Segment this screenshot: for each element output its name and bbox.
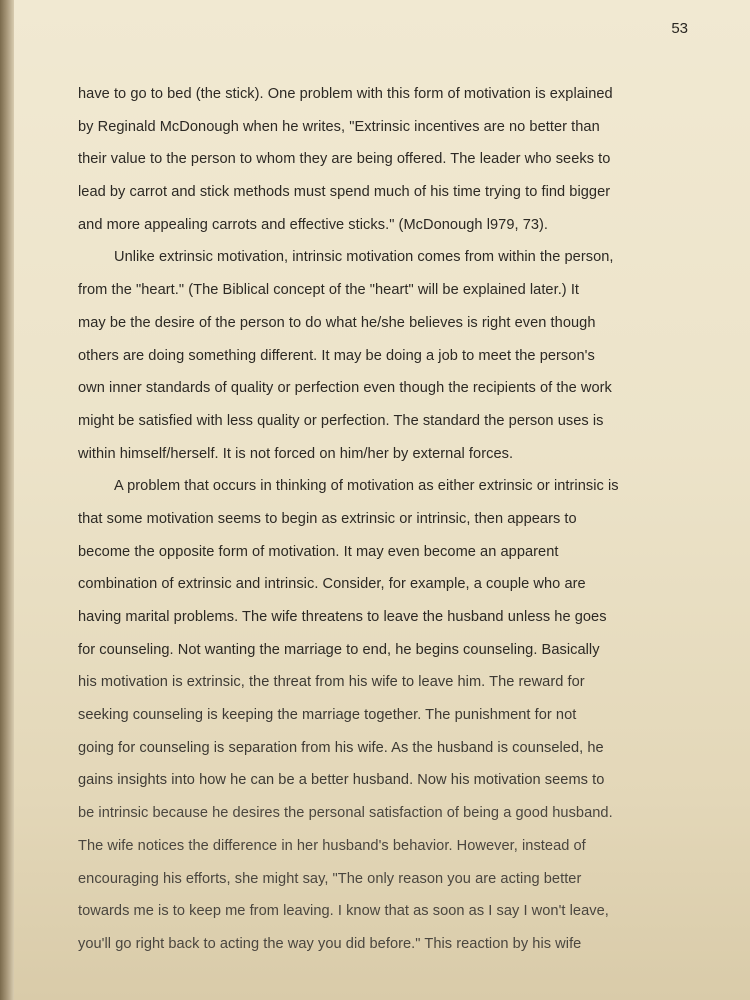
text-line: become the opposite form of motivation. It may even become an apparent (78, 543, 559, 560)
text-line: lead by carrot and stick methods must spend much of his time trying to find bigger (78, 184, 611, 201)
text-line: seeking counseling is keeping the marriage together. The punishment for not (78, 707, 577, 724)
text-line: combination of extrinsic and intrinsic. Consider, for example, a couple who are (78, 576, 586, 593)
text-line: by Reginald McDonough when he writes, "Extrinsic incentives are no better than (78, 118, 600, 135)
text-line: others are doing something different. It may be doing a job to meet the person's (78, 347, 595, 364)
paragraph-start-line: Unlike extrinsic motivation, intrinsic motivation comes from within the person, (114, 249, 614, 266)
text-line: encouraging his efforts, she might say, "The only reason you are acting better (78, 870, 582, 887)
book-binding-edge (0, 0, 14, 1000)
text-line: you'll go right back to acting the way you did before." This reaction by his wife (78, 935, 582, 952)
text-line: have to go to bed (the stick). One problem with this form of motivation is explained (78, 86, 613, 102)
text-line: their value to the person to whom they are being offered. The leader who seeks to (78, 151, 611, 168)
text-line: having marital problems. The wife threatens to leave the husband unless he goes (78, 609, 607, 625)
text-line: may be the desire of the person to do what he/she believes is right even though (78, 314, 596, 331)
text-line: be intrinsic because he desires the personal satisfaction of being a good husband. (78, 805, 613, 822)
text-line: might be satisfied with less quality or perfection. The standard the person uses is (78, 412, 604, 429)
text-line: going for counseling is separation from his wife. As the husband is counseled, he (78, 739, 604, 756)
text-line: own inner standards of quality or perfection even though the recipients of the work (78, 380, 612, 397)
text-line: towards me is to keep me from leaving. I know that as soon as I say I won't leave, (78, 903, 609, 920)
body-text (78, 78, 690, 961)
text-line: for counseling. Not wanting the marriage to end, he begins counseling. Basically (78, 641, 600, 658)
text-line: that some motivation seems to begin as extrinsic or intrinsic, then appears to (78, 510, 577, 527)
paragraph-start-line: A problem that occurs in thinking of motivation as either extrinsic or intrinsic is (114, 478, 619, 495)
text-line: from the "heart." (The Biblical concept of the "heart" will be explained later.) It (78, 282, 580, 299)
text-line: and more appealing carrots and effective sticks." (McDonough l979, 73). (78, 216, 549, 233)
text-line: his motivation is extrinsic, the threat from his wife to leave him. The reward for (78, 674, 585, 691)
text-line: The wife notices the difference in her husband's behavior. However, instead of (78, 837, 586, 854)
text-line: gains insights into how he can be a better husband. Now his motivation seems to (78, 772, 605, 789)
page-number: 53 (671, 20, 688, 37)
text-line: within himself/herself. It is not forced on him/her by external forces. (78, 445, 514, 462)
